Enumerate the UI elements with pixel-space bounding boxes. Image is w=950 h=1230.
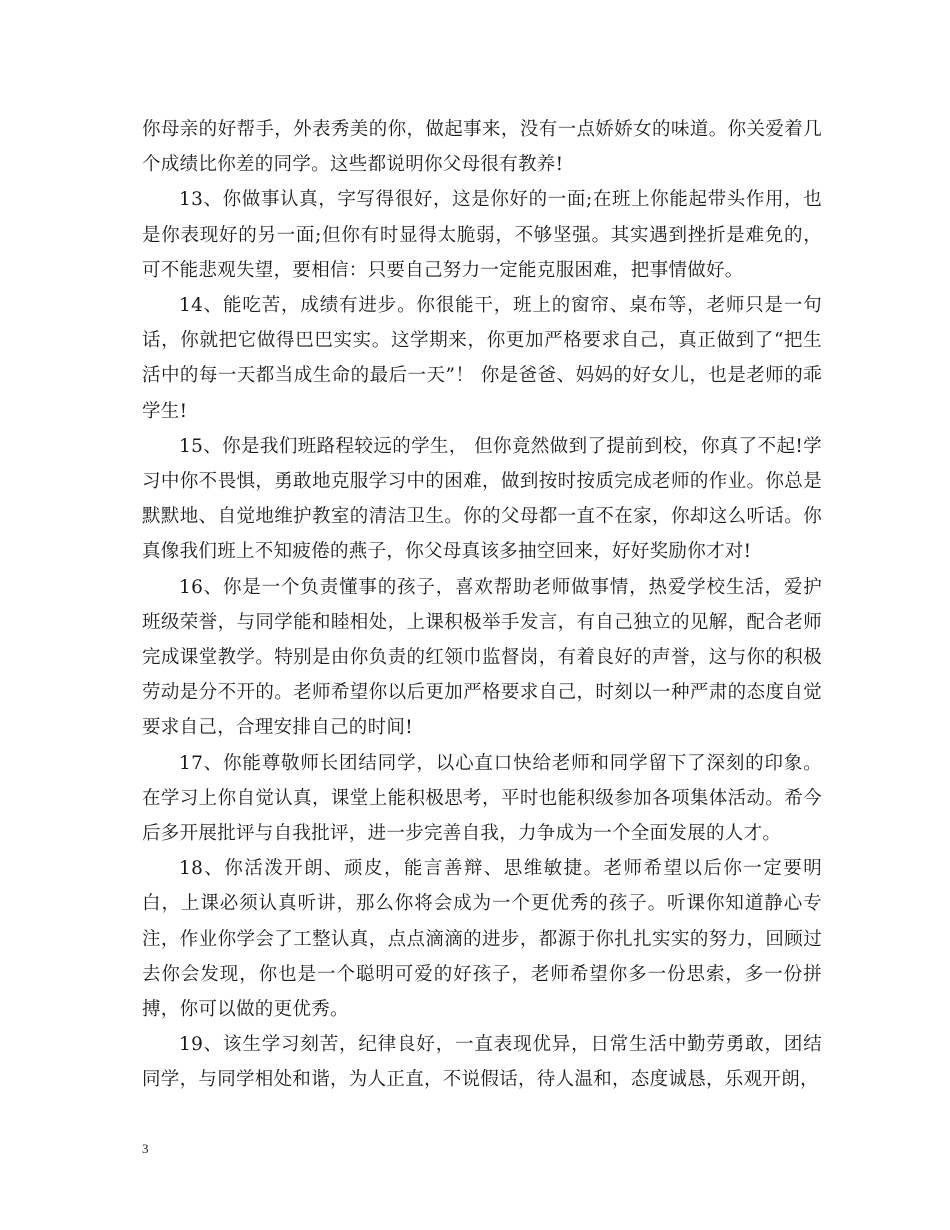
paragraph-comment-17: 17、你能尊敬师长团结同学，以心直口快给老师和同学留下了深刻的印象。在学习上你自觉认真，课堂上能积极思考，平时也能积级参加各项集体活动。希今后多开展批评与自我批评，进一步完善自我，力争成为一个全面发展的人才。 <box>142 752 822 845</box>
paragraph-continuation: 你母亲的好帮手，外表秀美的你，做起事来，没有一点娇娇女的味道。你关爱着几个成绩比你差的同学。这些都说明你父母很有教养! <box>142 119 822 176</box>
document-body <box>142 112 822 1098</box>
paragraph-comment-19: 19、该生学习刻苦，纪律良好，一直表现优异，日常生活中勤劳勇敢，团结同学，与同学相处和谐，为人正直，不说假话，待人温和，态度诚恳，乐观开朗， <box>142 1034 822 1091</box>
paragraph-comment-15: 15、你是我们班路程较远的学生， 但你竟然做到了提前到校，你真了不起!学习中你不畏惧，勇敢地克服学习中的困难，做到按时按质完成老师的作业。你总是默默地、自觉地维护教室的清洁卫生。你的父母都一直不在家，你却这么听话。你真像我们班上不知疲倦的燕子，你父母真该多抽空回来，好好奖励你才对! <box>142 435 822 563</box>
paragraph-comment-13: 13、你做事认真，字写得很好，这是你好的一面;在班上你能起带头作用，也是你表现好的另一面;但你有时显得太脆弱，不够坚强。其实遇到挫折是难免的，可不能悲观失望，要相信：只要自己努力一定能克服困难，把事情做好。 <box>142 189 822 281</box>
paragraph-comment-18: 18、你活泼开朗、顽皮，能言善辩、思维敏捷。老师希望以后你一定要明白，上课必须认真听讲，那么你将会成为一个更优秀的孩子。听课你知道静心专注，作业你学会了工整认真，点点滴滴的进步，都源于你扎扎实实的努力，回顾过去你会发现，你也是一个聪明可爱的好孩子，老师希望你多一份思索，多一份拼搏，你可以做的更优秀。 <box>142 858 822 1021</box>
paragraph-comment-14: 14、能吃苦，成绩有进步。你很能干，班上的窗帘、桌布等，老师只是一句话，你就把它做得巴巴实实。这学期来，你更加严格要求自己，真正做到了“把生活中的每一天都当成生命的最后一天”！ 你是爸爸、妈妈的好女儿，也是老师的乖学生! <box>142 295 822 422</box>
page-number: 3 <box>142 1141 149 1156</box>
paragraph-comment-16: 16、你是一个负责懂事的孩子，喜欢帮助老师做事情，热爱学校生活，爱护班级荣誉，与同学能和睦相处，上课积极举手发言，有自己独立的见解，配合老师完成课堂教学。特别是由你负责的红领巾监督岗，有着良好的声誉，这与你的积极劳动是分不开的。老师希望你以后更加严格要求自己，时刻以一种严肃的态度自觉要求自己，合理安排自己的时间! <box>142 576 822 739</box>
